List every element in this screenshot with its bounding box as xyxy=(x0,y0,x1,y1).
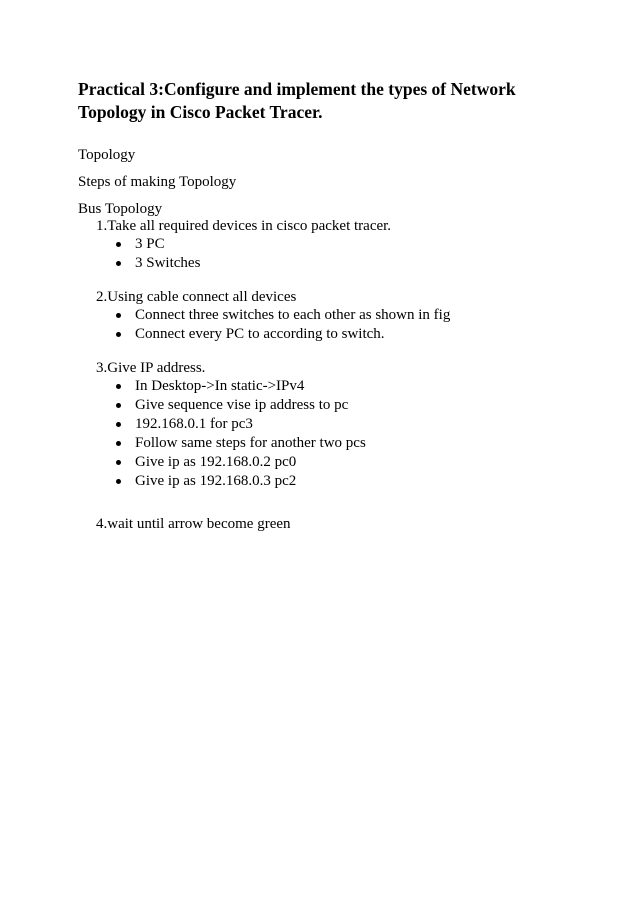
list-item: Give ip as 192.168.0.3 pc2 xyxy=(116,472,366,491)
bullet-icon xyxy=(116,242,121,247)
step-3-label: 3.Give IP address. xyxy=(96,360,206,376)
step-4-label: 4.wait until arrow become green xyxy=(96,516,291,532)
bullet-icon xyxy=(116,384,121,389)
bullet-icon xyxy=(116,422,121,427)
step-2-label: 2.Using cable connect all devices xyxy=(96,289,297,305)
list-item: Follow same steps for another two pcs xyxy=(116,434,366,453)
bullet-icon xyxy=(116,313,121,318)
list-item: 192.168.0.1 for pc3 xyxy=(116,415,366,434)
list-item: Connect every PC to according to switch. xyxy=(116,325,450,344)
bullet-icon xyxy=(116,460,121,465)
list-item: 3 Switches xyxy=(116,254,200,273)
heading-bus-topology: Bus Topology xyxy=(78,201,163,217)
bullet-icon xyxy=(116,403,121,408)
list-item: Give sequence vise ip address to pc xyxy=(116,396,366,415)
list-item: 3 PC xyxy=(116,235,200,254)
page-title: Practical 3:Configure and implement the types of Network Topology in Cisco Packet Tracer. xyxy=(78,79,516,122)
step-3-bullets xyxy=(116,377,366,491)
bullet-icon xyxy=(116,332,121,337)
step-1-label: 1.Take all required devices in cisco packet tracer. xyxy=(96,218,392,234)
bullet-icon xyxy=(116,261,121,266)
list-item: Give ip as 192.168.0.2 pc0 xyxy=(116,453,366,472)
bullet-icon xyxy=(116,479,121,484)
heading-steps: Steps of making Topology xyxy=(78,174,237,190)
step-1-bullets xyxy=(116,235,200,273)
step-2-bullets xyxy=(116,306,450,344)
bullet-icon xyxy=(116,441,121,446)
list-item: Connect three switches to each other as shown in fig xyxy=(116,306,450,325)
heading-topology: Topology xyxy=(78,147,136,163)
list-item: In Desktop->In static->IPv4 xyxy=(116,377,366,396)
